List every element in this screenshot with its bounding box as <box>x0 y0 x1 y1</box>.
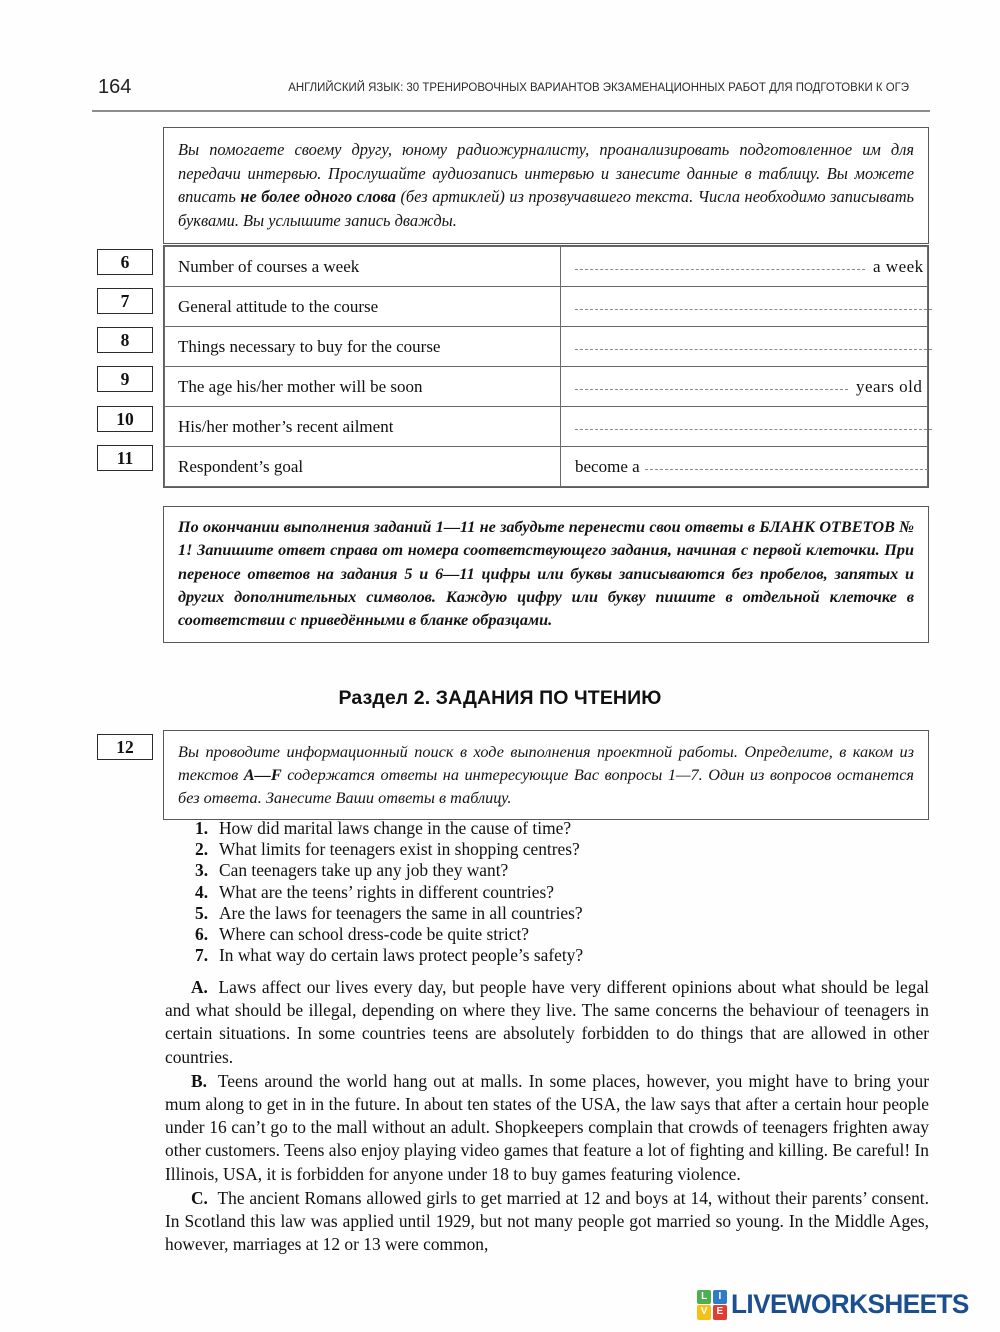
instruction-bold-phrase: не более одного слова <box>240 187 396 206</box>
task-12-instruction-text <box>178 740 914 809</box>
liveworksheets-logo <box>697 1289 976 1320</box>
reading-passages <box>165 976 929 1257</box>
answer-blank-line[interactable] <box>575 296 932 310</box>
answer-row-input-cell[interactable] <box>561 327 928 367</box>
answer-row-input-cell[interactable] <box>561 367 928 407</box>
answer-blank-line[interactable] <box>575 336 932 350</box>
task-number-box-10: 10 <box>97 406 153 432</box>
list-item <box>195 924 915 945</box>
answer-blank-line[interactable] <box>575 376 848 390</box>
question-number: 6. <box>195 924 209 945</box>
answer-row-input-cell[interactable] <box>561 247 928 287</box>
question-list <box>195 818 915 966</box>
question-number: 4. <box>195 881 209 902</box>
task12-text-part2: содержатся ответы на интересующие Вас вопросы 1—7. Один из вопросов останется без ответа. Занесите Ваши ответы в таблицу. <box>178 765 914 807</box>
answer-row-input-cell[interactable] <box>561 407 928 447</box>
listening-instruction-box <box>163 127 929 244</box>
question-text: How did marital laws change in the cause of time? <box>219 818 572 838</box>
question-number: 7. <box>195 945 209 966</box>
task-number-box-11: 11 <box>97 445 153 471</box>
logo-tile-v: V <box>697 1305 711 1319</box>
reading-passage <box>165 1187 929 1257</box>
task12-text-range: A—F <box>243 765 282 784</box>
answer-row-prompt: Respondent’s goal <box>165 447 561 487</box>
question-number: 1. <box>195 818 209 838</box>
task-number-box-6: 6 <box>97 249 153 275</box>
passage-text: Laws affect our lives every day, but people have very different opinions about what should be legal and what should be illegal, depending on where they live. The same concerns the behaviour of teenagers in certain situations. In some countries teens are absolutely forbidden to do things that are allowed in other countries. <box>165 977 929 1067</box>
answer-suffix: years old <box>856 377 923 396</box>
answer-row-prompt: Things necessary to buy for the course <box>165 327 561 367</box>
logo-tile-i: I <box>713 1290 727 1304</box>
list-item <box>195 818 915 839</box>
header-rule <box>92 110 930 112</box>
question-number: 5. <box>195 902 209 923</box>
question-text: Are the laws for teenagers the same in all countries? <box>219 902 583 923</box>
task-12-instruction-box <box>163 730 929 820</box>
page-number: 164 <box>98 76 132 98</box>
passage-letter: B. <box>191 1070 207 1091</box>
liveworksheets-wordmark: LIVEWORKSHEETS <box>731 1289 969 1319</box>
table-row <box>165 367 928 407</box>
question-number: 3. <box>195 860 209 881</box>
answer-row-input-cell[interactable] <box>561 447 928 487</box>
reading-passage <box>165 976 929 1069</box>
answer-transfer-text: По окончании выполнения заданий 1—11 не забудьте перенести свои ответы в БЛАНК ОТВЕТОВ № 1! Запишите ответ справа от номера соответствующего задания, начиная с первой клеточки. При переносе ответов на задания 5 и 6—11 цифры или буквы записываются без пробелов, запятых и других дополнительных символов. Каждую цифру или букву пишите в отдельной клеточке в соответствии с приведёнными в бланке образцами. <box>178 518 914 630</box>
table-row <box>165 407 928 447</box>
task-number-box-8: 8 <box>97 327 153 353</box>
list-item <box>195 860 915 881</box>
answer-transfer-box <box>163 506 929 643</box>
table-row <box>165 327 928 367</box>
section-heading: Раздел 2. ЗАДАНИЯ ПО ЧТЕНИЮ <box>338 687 662 709</box>
listening-instruction-text <box>178 138 914 232</box>
question-text: In what way do certain laws protect people’s safety? <box>219 945 584 966</box>
answer-row-input-cell[interactable] <box>561 287 928 327</box>
task-number-box-12: 12 <box>97 734 153 760</box>
running-head <box>90 76 928 104</box>
liveworksheets-logo-tiles <box>697 1290 727 1320</box>
answer-blank-line[interactable] <box>575 416 932 430</box>
answer-row-prompt: General attitude to the course <box>165 287 561 327</box>
reading-passage <box>165 1070 929 1186</box>
question-text: What limits for teenagers exist in shopping centres? <box>219 839 580 860</box>
logo-tile-l: L <box>697 1290 711 1304</box>
question-text: Where can school dress-code be quite strict? <box>219 924 529 945</box>
table-row <box>165 287 928 327</box>
table-row <box>165 247 928 287</box>
instruction-text-part1: Вы помогаете своему другу, юному радиожурналисту, проанализировать подготовленное им для передачи интервью. Прослушайте аудиозапись интервью и занесите данные в таблицу. Вы можете вписать <box>178 140 914 206</box>
listening-answer-table <box>163 245 929 488</box>
question-number: 2. <box>195 839 209 860</box>
question-text: What are the teens’ rights in different countries? <box>219 881 554 902</box>
answer-blank-line[interactable] <box>575 256 865 270</box>
instruction-text-part2: (без артиклей) из прозвучавшего текста. Числа необходимо записывать буквами. Вы услышите запись дважды. <box>178 187 914 230</box>
answer-blank-line[interactable] <box>645 456 928 470</box>
answer-row-prompt: The age his/her mother will be soon <box>165 367 561 407</box>
passage-letter: C. <box>191 1187 208 1208</box>
answer-prefix: become a <box>575 457 640 476</box>
list-item <box>195 903 915 924</box>
passage-text: Teens around the world hang out at malls. In some places, however, you might have to bring your mum along to get in in the future. In about ten states of the USA, the law says that after a certain hour people under 16 can’t go to the mall without an adult. Shopkeepers complain that crowds of teenagers frighten away other customers. Teens also enjoy playing video games that feature a lot of fighting and killing. Be careful! In Illinois, USA, it is forbidden for anyone under 18 to buy games featuring violence. <box>165 1070 929 1184</box>
table-row <box>165 447 928 487</box>
answer-row-prompt: Number of courses a week <box>165 247 561 287</box>
logo-tile-e: E <box>713 1305 727 1319</box>
task-number-box-7: 7 <box>97 288 153 314</box>
answer-suffix: a week <box>873 257 924 276</box>
answer-row-prompt: His/her mother’s recent ailment <box>165 407 561 447</box>
running-head-title: АНГЛИЙСКИЙ ЯЗЫК: 30 ТРЕНИРОВОЧНЫХ ВАРИАНТОВ ЭКЗАМЕНАЦИОННЫХ РАБОТ ДЛЯ ПОДГОТОВКИ К ОГЭ <box>288 80 910 94</box>
list-item <box>195 945 915 966</box>
question-text: Can teenagers take up any job they want? <box>219 860 509 881</box>
passage-text: The ancient Romans allowed girls to get married at 12 and boys at 14, without their parents’ consent. In Scotland this law was applied until 1929, but not many people got married so young. In the Middle Ages, however, marriages at 12 or 13 were common, <box>165 1187 929 1255</box>
task12-text-part1: Вы проводите информационный поиск в ходе выполнения проектной работы. Определите, в каком из текстов <box>178 742 914 784</box>
task-number-box-9: 9 <box>97 366 153 392</box>
list-item <box>195 839 915 860</box>
list-item <box>195 882 915 903</box>
passage-letter: A. <box>191 977 208 997</box>
